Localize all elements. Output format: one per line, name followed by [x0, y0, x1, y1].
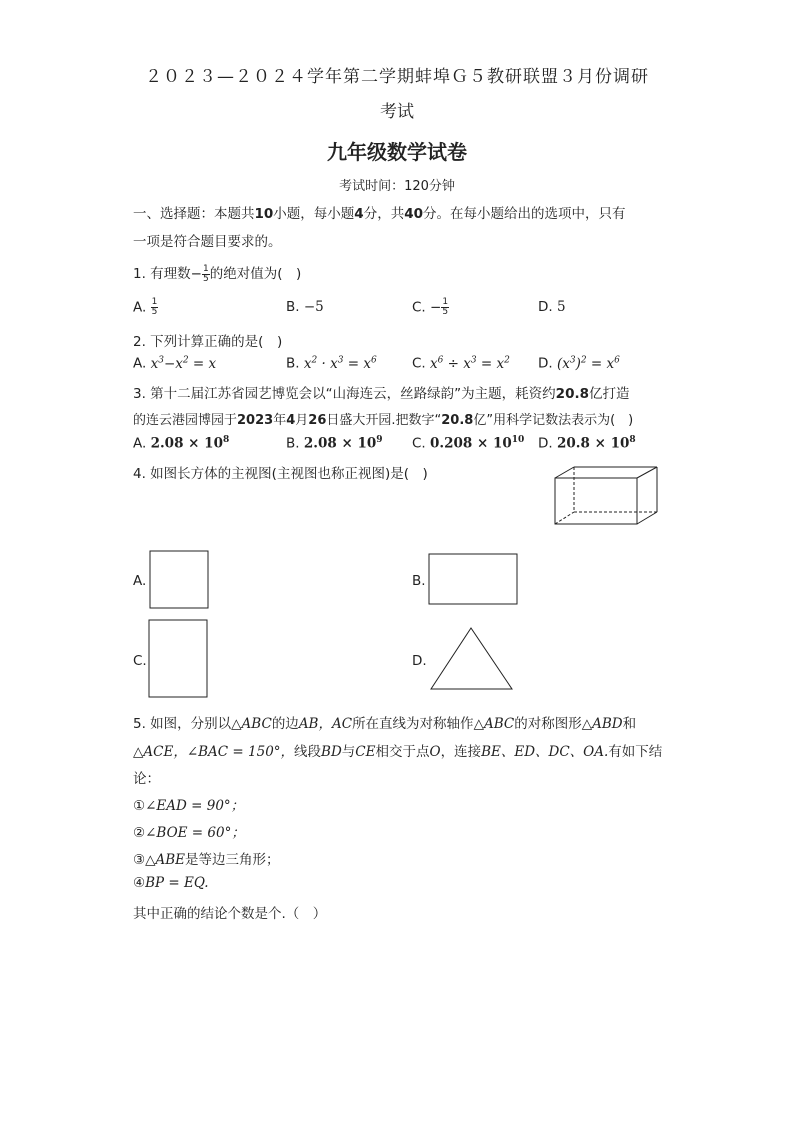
stem-text: 1. 有理数 [133, 266, 191, 282]
q2-option-b[interactable] [286, 355, 377, 372]
formula: $x^2 \cdot x^3 = x^6$ [303, 355, 377, 372]
exponent: 10 [511, 435, 525, 445]
section-intro-text: 分。在每小题给出的选项中，只有 [423, 206, 626, 222]
fraction [441, 298, 449, 317]
minus-sign: − [430, 299, 442, 316]
option-label: A. [133, 435, 147, 452]
numerator: 1 [202, 263, 209, 274]
stem-text: 5. 如图，分别以 [133, 716, 232, 732]
option-value: 2.08 × 10 [303, 435, 377, 452]
stem-text: 与 [341, 744, 356, 760]
number: 20.8 [441, 413, 474, 428]
q1-option-a[interactable] [133, 298, 158, 317]
formula: BE、ED、DC、OA. [481, 744, 609, 760]
section-intro-text: 小题，每小题 [273, 206, 355, 222]
stem-text: 的连云港园博园于 [133, 413, 238, 428]
circled-number: ④ [133, 875, 146, 891]
exam-title-line1: ２０２３—２０２４学年第二学期蚌埠Ｇ５教研联盟３月份调研 [145, 67, 649, 87]
q4-option-c-label[interactable]: C. [133, 653, 147, 669]
formula: CE [355, 744, 376, 760]
formula: △ABD [581, 716, 623, 732]
formula: $x^3-x^2 = x$ [150, 355, 217, 372]
formula: $x^6 \div x^3 = x^2$ [430, 355, 510, 372]
q4-option-b-rectangle[interactable] [428, 553, 520, 607]
conclusion-2 [133, 821, 245, 841]
option-value: 2.08 × 10 [150, 435, 223, 452]
stem-text: 线段 [294, 744, 322, 760]
stem-text: 是等边三角形； [185, 852, 280, 868]
stem-text: 月 [295, 413, 309, 428]
option-label: C. [412, 355, 426, 372]
stem-text: 年 [273, 413, 287, 428]
formula: △ABC [473, 716, 515, 732]
formula: △ACE，∠BAC = 150°， [133, 744, 295, 760]
option-label: B. [286, 435, 300, 452]
exponent: 8 [222, 435, 230, 445]
stem-text: 和 [622, 716, 637, 732]
stem-text: 日盛大开园.把数字“ [326, 413, 442, 428]
option-label: D. [538, 435, 553, 452]
formula: BP = EQ. [145, 875, 209, 891]
q3-option-a[interactable] [133, 435, 229, 452]
formula: △ABE [145, 852, 186, 868]
paper-title: 九年级数学试卷 [327, 140, 467, 164]
q4-option-b-label[interactable]: B. [412, 573, 426, 589]
cuboid-figure [554, 466, 660, 526]
q4-option-d-label[interactable]: D. [412, 653, 427, 669]
formula: ∠EAD = 90°； [145, 798, 245, 814]
question-5-ask: 其中正确的结论个数是个.（ ） [133, 906, 327, 922]
formula: ∠BOE = 60°； [145, 825, 245, 841]
option-label: C. [412, 435, 426, 452]
section-intro-line2: 一项是符合题目要求的。 [133, 234, 282, 250]
option-value: 5 [556, 299, 566, 315]
q1-option-d[interactable] [538, 299, 566, 315]
section-intro [133, 202, 626, 222]
stem-text: 亿”用科学记数法表示为( ) [473, 413, 634, 428]
q1-option-b[interactable] [286, 299, 324, 315]
denominator: 5 [202, 273, 209, 284]
stem-text: 有如下结 [608, 744, 663, 760]
stem-text: 的边 [271, 716, 299, 732]
exponent: 8 [629, 435, 636, 445]
numerator: 1 [442, 297, 449, 307]
numerator: 1 [151, 297, 158, 307]
option-label: C. [412, 299, 426, 316]
exam-title-line2: 考试 [380, 102, 414, 122]
number: 2023 [237, 413, 274, 428]
fraction [151, 298, 159, 317]
q2-option-d[interactable] [538, 355, 620, 372]
stem-text: 的对称图形 [514, 716, 582, 732]
question-1-stem [133, 262, 301, 284]
option-label: D. [538, 355, 553, 372]
stem-text: 亿打造 [588, 386, 630, 402]
number: 20.8 [555, 386, 589, 402]
formula: AB，AC [298, 716, 353, 732]
option-value: −5 [303, 299, 324, 315]
exponent: 9 [376, 435, 383, 445]
option-label: A. [133, 299, 147, 316]
question-2-stem: 2. 下列计算正确的是( ) [133, 334, 283, 350]
option-label: A. [133, 355, 147, 372]
formula: $(x^3)^2 = x^6$ [556, 355, 620, 372]
q3-option-c[interactable] [412, 435, 524, 452]
conclusion-3 [133, 848, 280, 868]
question-5-line1 [133, 712, 636, 732]
option-value: 20.8 × 10 [556, 435, 630, 452]
number: 4 [286, 413, 296, 428]
stem-text: 所在直线为对称轴作 [352, 716, 474, 732]
question-3-line2 [133, 409, 633, 428]
q2-option-a[interactable] [133, 355, 216, 372]
q4-option-c-tall-rectangle[interactable] [148, 619, 210, 699]
fraction [202, 265, 210, 284]
question-3-line1 [133, 382, 629, 402]
stem-text: 的绝对值为( ) [209, 266, 302, 282]
denominator: 5 [151, 307, 158, 317]
question-5-line2 [133, 740, 662, 760]
circled-number: ② [133, 825, 146, 841]
option-label: D. [538, 299, 553, 315]
option-value: 0.208 × 10 [430, 435, 512, 452]
stem-text: 相交于点 [375, 744, 430, 760]
formula: BD [321, 744, 342, 760]
q1-option-c[interactable] [412, 298, 449, 317]
minus-sign: − [190, 266, 202, 282]
section-intro-text: 分，共 [363, 206, 405, 222]
circled-number: ③ [133, 852, 146, 868]
q2-option-c[interactable] [412, 355, 510, 372]
option-label: B. [286, 355, 300, 372]
question-4-stem: 4. 如图长方体的主视图(主视图也称正视图)是( ) [133, 466, 428, 482]
q4-option-d-triangle[interactable] [429, 626, 515, 692]
circled-number: ① [133, 798, 146, 814]
conclusion-1 [133, 794, 244, 814]
exam-time: 考试时间：120分钟 [339, 179, 455, 194]
formula: △ABC [231, 716, 272, 732]
q4-option-a-label[interactable]: A. [133, 573, 147, 589]
formula: O [429, 744, 441, 760]
option-label: B. [286, 299, 300, 315]
points-each: 4 [354, 206, 364, 222]
conclusion-4 [133, 875, 209, 891]
q4-option-a-square[interactable] [149, 550, 211, 610]
q3-option-d[interactable] [538, 435, 636, 452]
stem-text: ，连接 [440, 744, 482, 760]
q3-option-b[interactable] [286, 435, 383, 452]
question-count: 10 [254, 206, 274, 222]
question-5-line3: 论： [133, 771, 160, 787]
section-intro-text: 一、选择题：本题共 [133, 206, 255, 222]
denominator: 5 [442, 307, 449, 317]
points-total: 40 [404, 206, 423, 222]
stem-text: 3. 第十二届江苏省园艺博览会以“山海连云，丝路绿韵”为主题，耗资约 [133, 386, 556, 402]
number: 26 [308, 413, 327, 428]
